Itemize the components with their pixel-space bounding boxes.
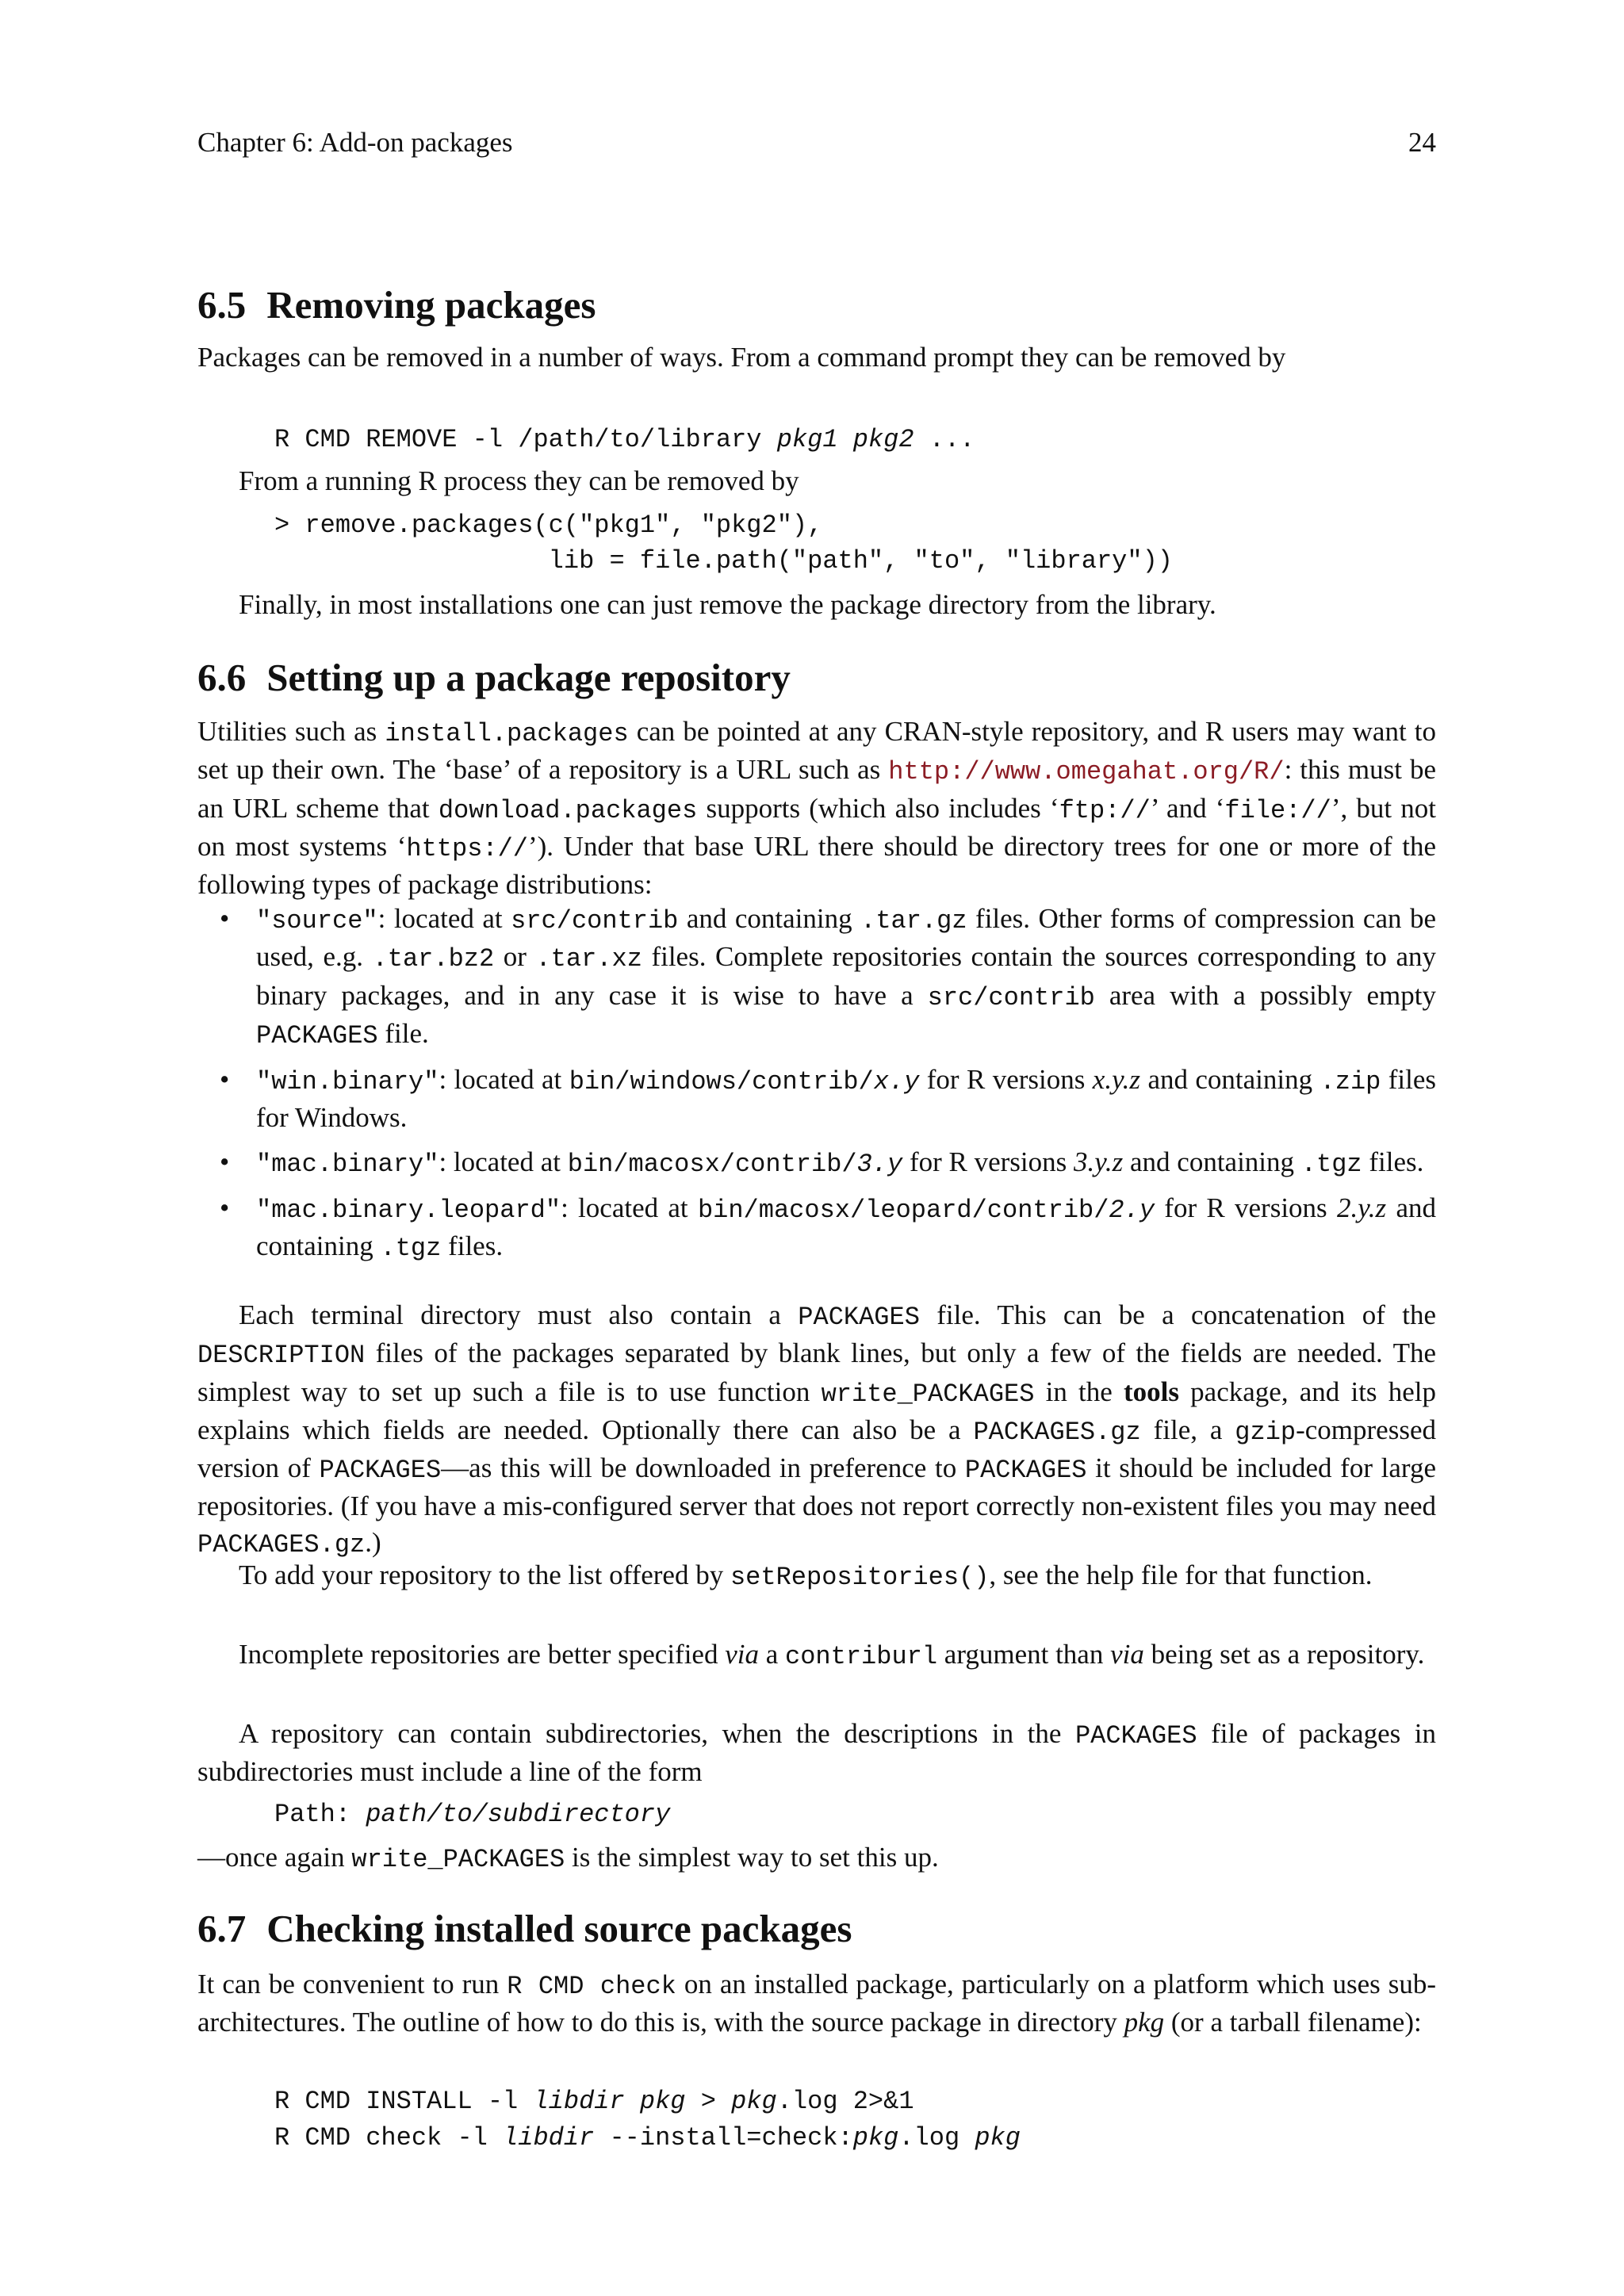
bullet-icon: • xyxy=(220,1064,230,1096)
code-block: R CMD REMOVE -l /path/to/library pkg1 pkg2 ... xyxy=(274,425,975,454)
repository-url-link[interactable]: http://www.omegahat.org/R/ xyxy=(888,757,1285,787)
list-item: • "mac.binary.leopard": located at bin/macosx/leopard/contrib/2.y for R versions 2.y.z and containing .tgz files. xyxy=(197,1190,1436,1267)
paragraph: Finally, in most installations one can just remove the package directory from the library. xyxy=(239,589,1216,620)
paragraph: To add your repository to the list offered by setRepositories(), see the help file for that function. xyxy=(239,1559,1373,1592)
distribution-types-list xyxy=(197,901,1436,1275)
section-heading-6-6: 6.6 Setting up a package repository xyxy=(197,656,791,699)
running-header xyxy=(197,127,1436,159)
chapter-title: Chapter 6: Add-on packages xyxy=(197,127,513,158)
page-number: 24 xyxy=(1408,127,1436,158)
list-item: • "source": located at src/contrib and containing .tar.gz files. Other forms of compression can be used, e.g. .tar.bz2 or .tar.xz files. Complete repositories contain the sources corresponding to any binary packages, and in any case it is wise to have a src/contrib area with a possibly empty PACKAGES file. xyxy=(197,901,1436,1054)
bullet-icon: • xyxy=(220,1192,230,1224)
paragraph: Each terminal directory must also contain a PACKAGES file. This can be a concatenation of the DESCRIPTION files of the packages separated by blank lines, but only a few of the fields are needed. The simplest way to set up such a file is to use function write_PACKAGES in the tools package, and its help explains which fields are needed. Optionally there can also be a PACKAGES.gz file, a gzip-compressed version of PACKAGES—as this will be downloaded in preference to PACKAGES it should be included for large repositories. (If you have a mis-configured server that does not report correctly non-existent files you may need PACKAGES.gz.) xyxy=(197,1299,1436,1559)
code-block: R CMD INSTALL -l libdir pkg > pkg.log 2>&1 xyxy=(274,2087,914,2116)
paragraph: A repository can contain subdirectories, when the descriptions in the PACKAGES file of packages in subdirectories must include a line of the form xyxy=(197,1718,1436,1788)
list-item: • "win.binary": located at bin/windows/contrib/x.y for R versions x.y.z and containing .zip files for Windows. xyxy=(197,1062,1436,1136)
section-heading-6-5: 6.5 Removing packages xyxy=(197,283,596,327)
paragraph: Incomplete repositories are better specified via a contriburl argument than via being set as a repository. xyxy=(239,1639,1425,1671)
paragraph: Packages can be removed in a number of ways. From a command prompt they can be removed by xyxy=(197,342,1286,373)
paragraph: From a running R process they can be removed by xyxy=(239,465,799,496)
section-heading-6-7: 6.7 Checking installed source packages xyxy=(197,1907,852,1950)
paragraph: It can be convenient to run R CMD check on an installed package, particularly on a platform which uses sub-architectures. The outline of how to do this is, with the source package in directory pkg (or a tarball filename): xyxy=(197,1969,1436,2038)
code-block: R CMD check -l libdir --install=check:pkg.log pkg xyxy=(274,2123,1021,2152)
paragraph: —once again write_PACKAGES is the simplest way to set this up. xyxy=(197,1842,939,1874)
code-block: > remove.packages(c("pkg1", "pkg2"), lib = file.path("path", "to", "library")) xyxy=(274,511,1173,576)
code-block: Path: path/to/subdirectory xyxy=(274,1800,671,1829)
list-item: • "mac.binary": located at bin/macosx/contrib/3.y for R versions 3.y.z and containing .tgz files. xyxy=(197,1144,1436,1182)
paragraph: Utilities such as install.packages can be pointed at any CRAN-style repository, and R users may want to set up their own. The ‘base’ of a repository is a URL such as http://www.omegahat.org/R/: this must be an URL scheme that download.packages supports (which also includes ‘ftp://’ and ‘file://’, but not on most systems ‘https://’). Under that base URL there should be directory trees for one or more of the following types of package distributions: xyxy=(197,716,1436,901)
bullet-icon: • xyxy=(220,1146,230,1177)
bullet-icon: • xyxy=(220,903,230,934)
